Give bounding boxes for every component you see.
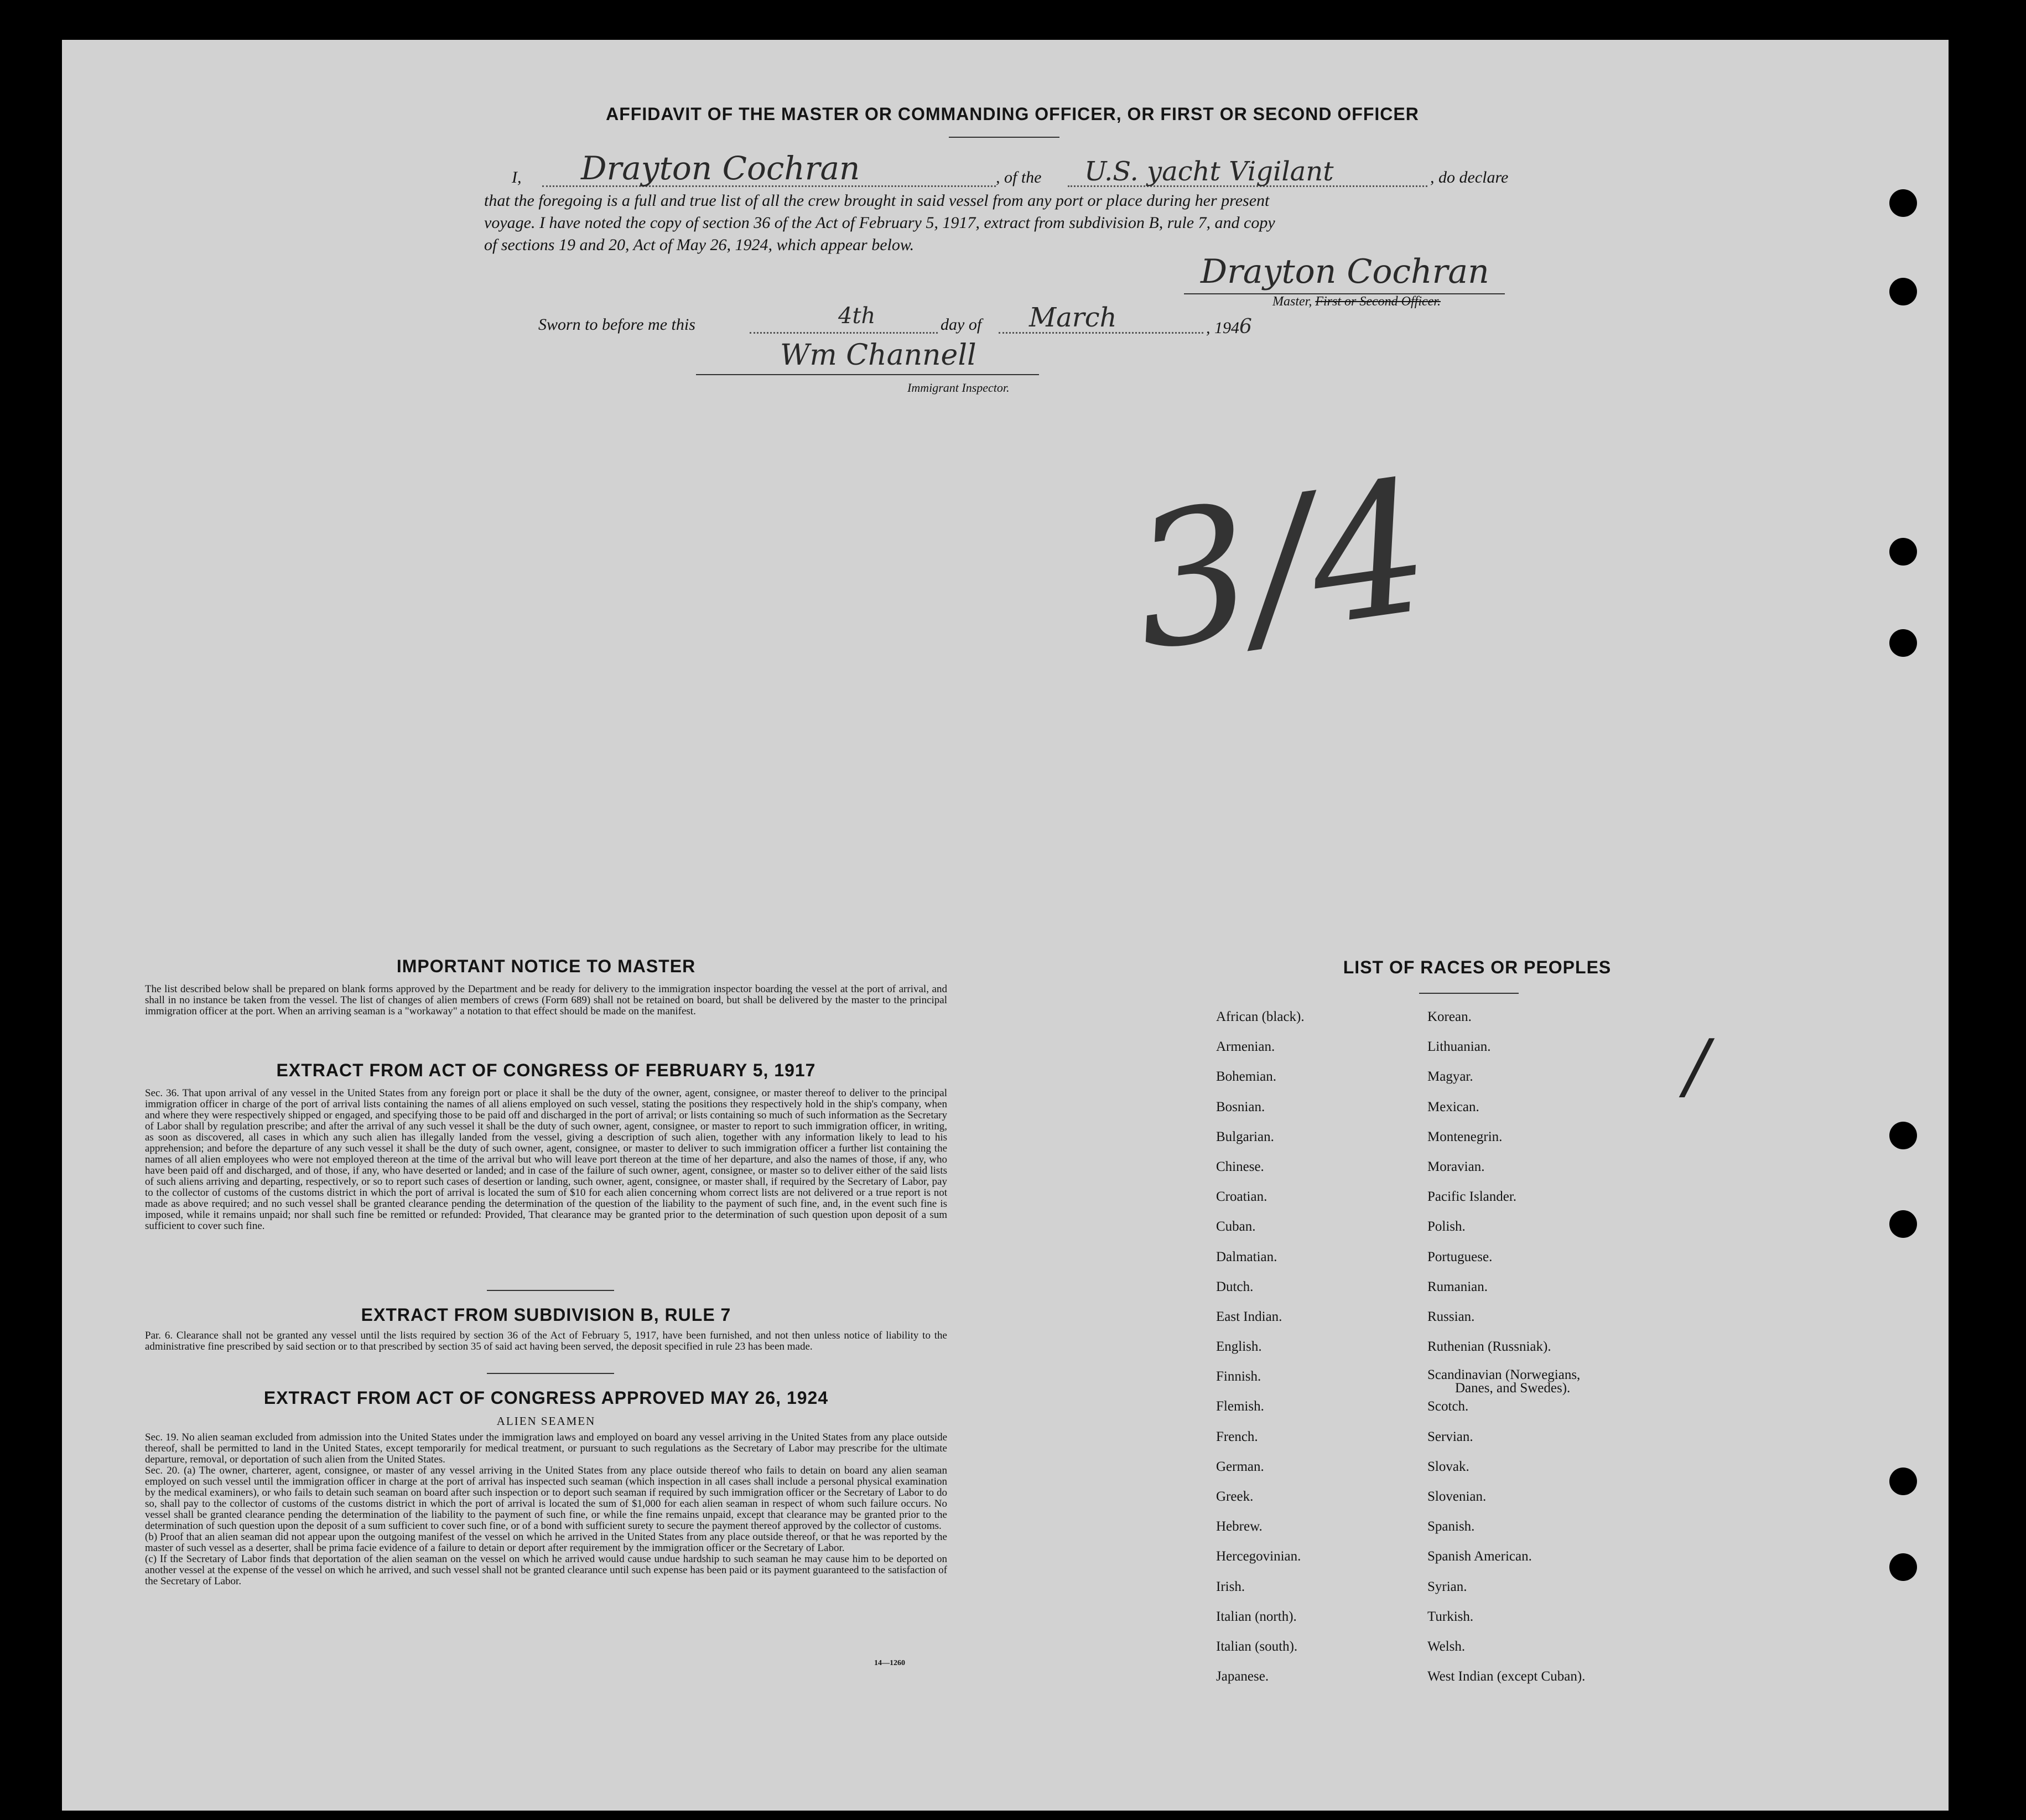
race-item: Spanish American.: [1427, 1549, 1532, 1564]
race-item: Chinese.: [1216, 1159, 1264, 1174]
race-item: Cuban.: [1216, 1219, 1256, 1235]
race-item-continuation: Danes, and Swedes).: [1455, 1381, 1571, 1396]
section-divider: [487, 1290, 614, 1291]
race-item: Dutch.: [1216, 1279, 1254, 1294]
race-item: English.: [1216, 1339, 1262, 1355]
subdivision-b-text: Par. 6. Clearance shall not be granted any vessel until the lists required by section 36 of the Act of February 5, 1917, have been furnished, and not then unless notice of liability to the administrative fine prescribed by said section or to that prescribed by section 35 of said act having been served, the deposit specified in rule 23 has been made.: [145, 1330, 947, 1352]
race-item: [1427, 1368, 1585, 1398]
race-item: Montenegrin.: [1427, 1129, 1503, 1144]
day-of-text: day of: [941, 315, 982, 334]
race-item: Dalmatian.: [1216, 1249, 1277, 1264]
subdivision-b-title: EXTRACT FROM SUBDIVISION B, RULE 7: [361, 1305, 731, 1325]
race-item: Lithuanian.: [1427, 1039, 1491, 1055]
race-item: Syrian.: [1427, 1579, 1467, 1594]
sec-20a-text: Sec. 20. (a) The owner, charterer, agent, consignee, or master of any vessel arriving in the United States from any place outside thereof who fails to detain on board any alien seaman employed on such vessel until the immigration officer in charge at the port of arrival has inspected such seaman (which inspection in all cases shall include a personal physical examination by the medical examiners), or who fails to detain such seaman on board after such inspection or to deport such seaman if required by such immigration officer or the Secretary of Labor to do so, shall pay to the collector of customs of the customs district in which the port of arrival is located the sum of $1,000 for each alien seaman in respect of whom such failure occurs. No vessel shall be granted clearance pending the determination of the liability to the payment of such fine, or while the fine remains unpaid, except that clearance may be granted prior to the determination of such question upon the deposit of a sum sufficient to cover such fine, or of a bond with sufficient surety to secure the payment thereof approved by the collector of customs.: [145, 1465, 947, 1532]
notice-text: The list described below shall be prepared on blank forms approved by the Department and be ready for delivery to the immigration inspector boarding the vessel at the port of arrival, and shall in no instance be taken from the vessel. The list of changes of alien members of crews (Form 689) shall not be retained on board, but shall be delivered by the master to the principal immigration officer at the port. When an arriving seaman is a "workaway" a notation to that effect should be made on the manifest.: [145, 983, 947, 1017]
races-title: LIST OF RACES OR PEOPLES: [1343, 957, 1612, 977]
master-label-text: Master,: [1272, 294, 1312, 309]
alien-seamen-subtitle: ALIEN SEAMEN: [496, 1414, 596, 1428]
declaration-body-1: that the foregoing is a full and true list of all the crew brought in said vessel from any port or place during her present: [484, 191, 1270, 210]
inspector-label: Immigrant Inspector.: [907, 381, 1010, 395]
punch-hole: [1889, 629, 1917, 657]
race-item: East Indian.: [1216, 1309, 1282, 1324]
punch-hole: [1889, 1468, 1917, 1495]
race-item: Irish.: [1216, 1579, 1245, 1594]
year-prefix: , 194: [1206, 319, 1239, 337]
race-item: African (black).: [1216, 1009, 1305, 1024]
race-item: Italian (south).: [1216, 1638, 1298, 1654]
race-item: Pacific Islander.: [1427, 1189, 1517, 1205]
vessel-handwritten: U.S. yacht Vigilant: [1084, 156, 1334, 187]
race-item: Russian.: [1427, 1309, 1475, 1324]
extract-1924-text: [145, 1432, 947, 1587]
races-column-1: [1216, 1009, 1305, 1698]
master-label: [1272, 294, 1441, 309]
stroke-mark: /: [1685, 1024, 1709, 1108]
of-the-text: , of the: [996, 168, 1042, 186]
race-item: Servian.: [1427, 1429, 1473, 1444]
punch-hole: [1889, 1553, 1917, 1581]
sworn-day-line: [750, 332, 938, 334]
race-item: Slovenian.: [1427, 1489, 1487, 1504]
race-item: Greek.: [1216, 1489, 1254, 1504]
extract-1917-title: EXTRACT FROM ACT OF CONGRESS OF FEBRUARY 5, 1917: [276, 1060, 816, 1080]
master-name-handwritten: Drayton Cochran: [581, 149, 860, 187]
race-item: Bulgarian.: [1216, 1129, 1274, 1144]
inspector-rule: [696, 374, 1039, 375]
punch-hole: [1889, 1210, 1917, 1238]
race-item: Spanish.: [1427, 1519, 1475, 1534]
declaration-prefix: I,: [512, 168, 522, 186]
year-handwritten: 6: [1239, 315, 1252, 338]
race-item: Moravian.: [1427, 1159, 1485, 1174]
section-divider: [487, 1373, 614, 1374]
punch-hole: [1889, 278, 1917, 305]
form-number: 14—1260: [874, 1659, 905, 1667]
extract-1917-text: Sec. 36. That upon arrival of any vessel in the United States from any foreign port or place it shall be the duty of the owner, agent, consignee, or master thereof to deliver to the principal immigration officer in charge of the port of arrival lists containing the names of all aliens employed on such vessel, stating the positions they respectively hold in the ship's company, when and where they were respectively shipped or engaged, and specifying those to be paid off and discharged in the port of arrival; or lists containing so much of such information as the Secretary of Labor shall by regulation prescribe; and after the arrival of any such vessel it shall be the duty of such owner, agent, consignee, or master to report to such immigration officer, in writing, as soon as discovered, all cases in which any such alien has illegally landed from the vessel, giving a description of such alien, together with any information likely to lead to his apprehension; and before the departure of any such vessel it shall be the duty of such owner, agent, consignee, or master to deliver to such immigration officer a further list containing the names of all alien employees who were not employed thereon at the time of the arrival but who will leave port thereon at the time of her departure, and also the names of those, if any, who have been paid off and discharged, and of those, if any, who have deserted or landed; and in case of the failure of such owner, agent, consignee, or master so to deliver either of the said lists of such aliens arriving and departing, respectively, or so to report such cases of desertion or landing, such owner, agent, consignee, or master shall, if required by the Secretary of Labor, pay to the collector of customs of the customs district in which the port of arrival is located the sum of $10 for each alien concerning whom correct lists are not delivered or a true report is not made as above required; and no such vessel shall be granted clearance pending the determination of the question of the liability to the payment of such fine, and, in the event such fine is imposed, while it remains unpaid; nor shall such fine be remitted or refunded: Provided, That clearance may be granted prior to the determination of such question upon deposit of a sum sufficient to cover such fine.: [145, 1087, 947, 1232]
punch-hole: [1889, 189, 1917, 217]
race-item: Hercegovinian.: [1216, 1549, 1301, 1564]
race-item: Hebrew.: [1216, 1519, 1263, 1534]
race-item: French.: [1216, 1429, 1258, 1444]
race-item: Bosnian.: [1216, 1099, 1265, 1114]
races-column-2: [1427, 1009, 1585, 1698]
page-fraction-mark: 3/4: [1120, 439, 1442, 692]
race-item: Polish.: [1427, 1219, 1466, 1235]
race-item: Welsh.: [1427, 1638, 1466, 1654]
race-item-text: Scandinavian (Norwegians,: [1427, 1367, 1581, 1383]
punch-hole: [1889, 538, 1917, 566]
race-item: Bohemian.: [1216, 1069, 1277, 1085]
race-item: Croatian.: [1216, 1189, 1267, 1205]
race-item: Italian (north).: [1216, 1609, 1297, 1624]
race-item: Magyar.: [1427, 1069, 1473, 1085]
sworn-month-handwritten: March: [1029, 302, 1117, 333]
affidavit-title: AFFIDAVIT OF THE MASTER OR COMMANDING OFFICER, OR FIRST OR SECOND OFFICER: [606, 104, 1419, 124]
extract-1924-title: EXTRACT FROM ACT OF CONGRESS APPROVED MAY 26, 1924: [263, 1388, 829, 1408]
struck-officer-label: First or Second Officer.: [1315, 294, 1441, 309]
declaration-body-2: voyage. I have noted the copy of section 36 of the Act of February 5, 1917, extract from subdivision B, rule 7, and copy: [484, 214, 1275, 232]
master-signature: Drayton Cochran: [1201, 252, 1489, 291]
race-item: Ruthenian (Russniak).: [1427, 1339, 1551, 1355]
punch-hole: [1889, 1122, 1917, 1149]
race-item: Flemish.: [1216, 1399, 1264, 1414]
race-item: Japanese.: [1216, 1669, 1269, 1684]
race-item: Mexican.: [1427, 1099, 1479, 1114]
year-text: [1206, 315, 1252, 338]
inspector-signature: Wm Channell: [780, 339, 976, 372]
race-item: German.: [1216, 1459, 1264, 1474]
race-item: Korean.: [1427, 1009, 1472, 1024]
do-declare-text: , do declare: [1430, 168, 1509, 186]
declaration-body-3: of sections 19 and 20, Act of May 26, 1924, which appear below.: [484, 236, 915, 254]
race-item: Armenian.: [1216, 1039, 1275, 1055]
race-item: Rumanian.: [1427, 1279, 1488, 1294]
race-item: West Indian (except Cuban).: [1427, 1669, 1586, 1684]
sec-20b-text: (b) Proof that an alien seaman did not appear upon the outgoing manifest of the vessel on which he arrived in the United States from any place outside thereof, or that he was reported by the master of such vessel as a deserter, shall be prima facie evidence of a failure to detain or deport after requirement by the immigration officer or the Secretary of Labor.: [145, 1531, 947, 1554]
race-item: Scotch.: [1427, 1399, 1469, 1414]
races-title-rule: [1419, 993, 1519, 994]
race-item: Turkish.: [1427, 1609, 1474, 1624]
sworn-day-handwritten: 4th: [838, 303, 876, 329]
race-item: Finnish.: [1216, 1369, 1261, 1385]
notice-title: IMPORTANT NOTICE TO MASTER: [396, 956, 696, 976]
race-item: Slovak.: [1427, 1459, 1469, 1474]
race-item: Portuguese.: [1427, 1249, 1493, 1264]
title-rule: [949, 137, 1059, 138]
sec-20c-text: (c) If the Secretary of Labor finds that deportation of the alien seaman on the vessel on which he arrived would cause undue hardship to such seaman he may cause him to be deported on another vessel at the expense of the vessel on which he arrived, and such vessel shall not be granted clearance until such expense has been paid or its payment guaranteed to the satisfaction of the Secretary of Labor.: [145, 1553, 947, 1587]
sworn-prefix: Sworn to before me this: [538, 315, 695, 334]
sec-19-text: Sec. 19. No alien seaman excluded from admission into the United States under the immigration laws and employed on board any vessel arriving in the United States from any place outside thereof, shall be permitted to land in the United States, except temporarily for medical treatment, or pursuant to such regulations as the Secretary of Labor may prescribe for the ultimate departure, removal, or deportation of such alien from the United States.: [145, 1432, 947, 1465]
